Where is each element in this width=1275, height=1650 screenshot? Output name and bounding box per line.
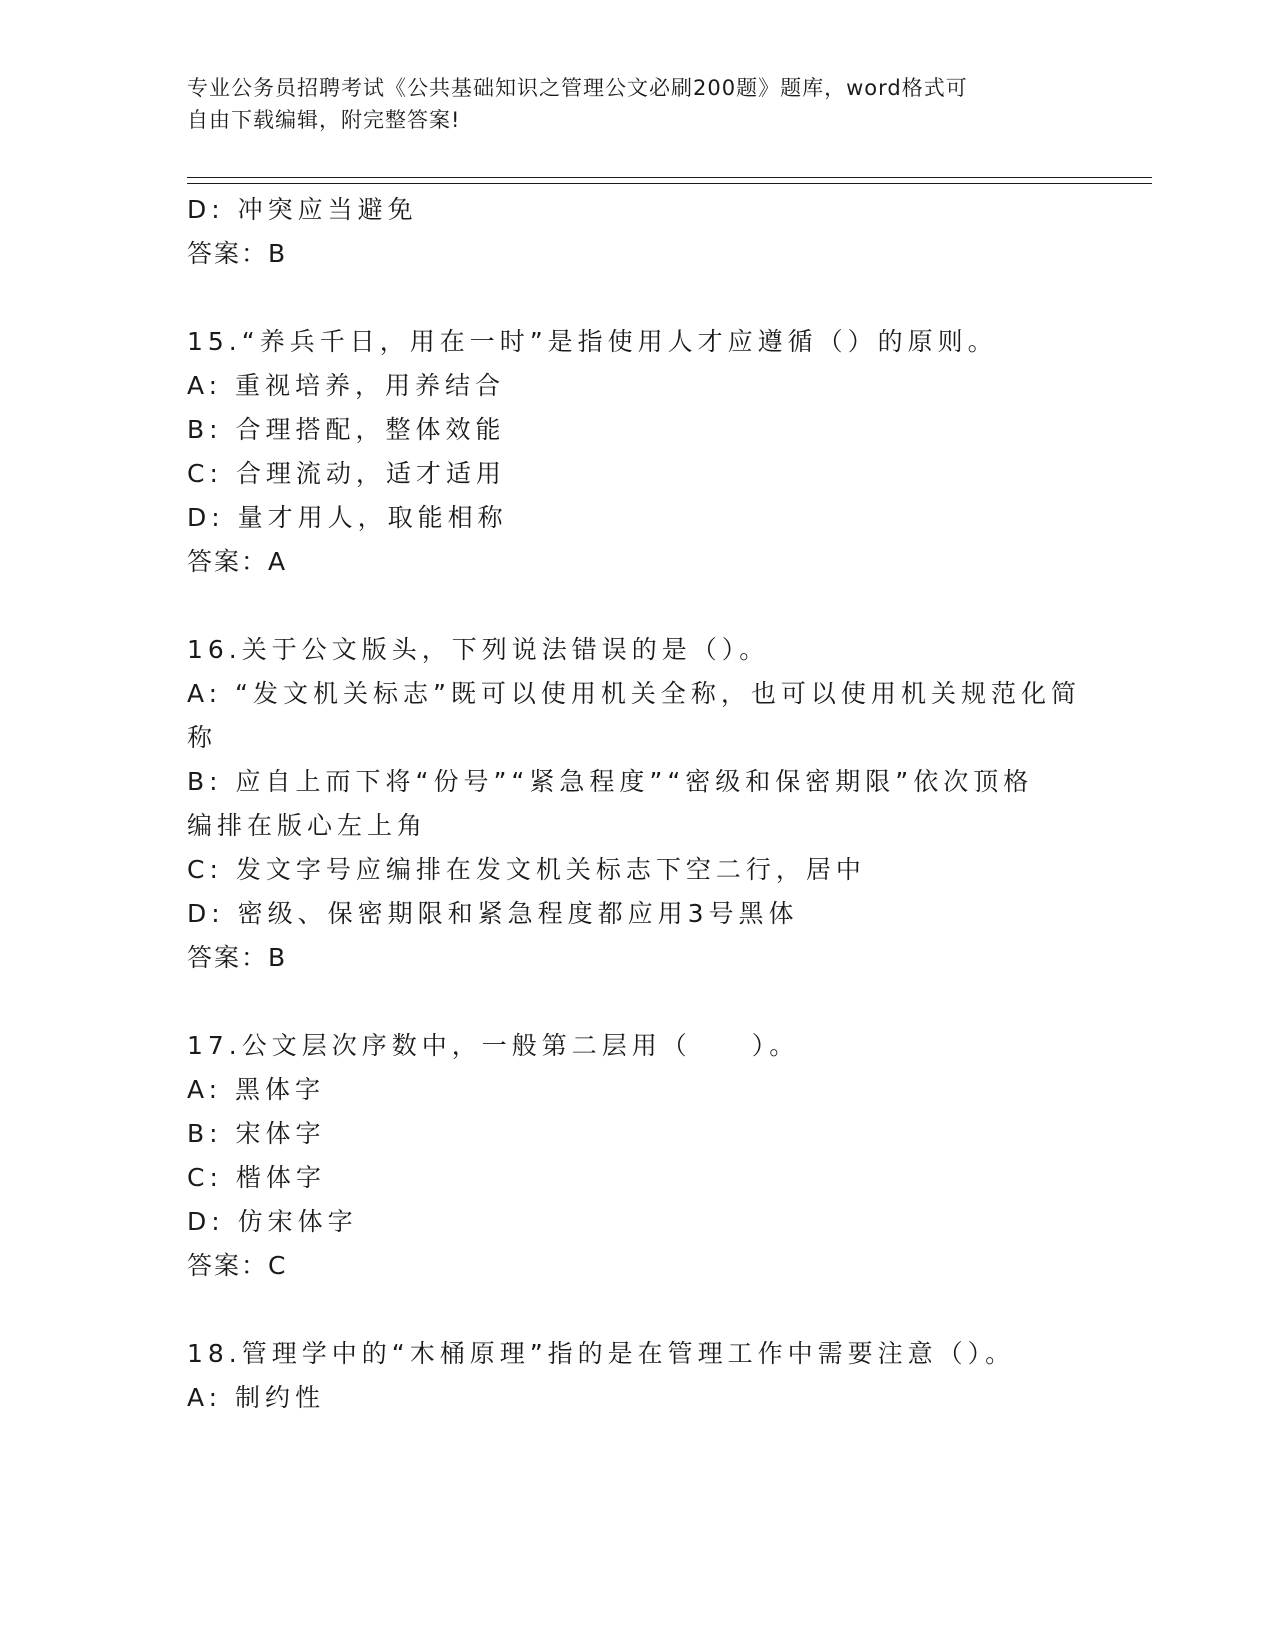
- q17-option-d: D: 仿宋体字: [187, 1207, 358, 1236]
- q17-answer: 答案：C: [187, 1251, 288, 1280]
- q15-option-a: A: 重视培养，用养结合: [187, 371, 506, 400]
- q17-option-b: B: 宋体字: [187, 1119, 326, 1148]
- q16-option-b-line-2: 编排在版心左上角: [187, 811, 428, 840]
- q16-option-d: D: 密级、保密期限和紧急程度都应用3号黑体: [187, 899, 799, 928]
- q15-stem: 15.“养兵千日，用在一时”是指使用人才应遵循（）的原则。: [187, 327, 998, 356]
- header-divider-bottom: [187, 183, 1152, 184]
- q16-option-a-line-1: A: “发文机关标志”既可以使用机关全称，也可以使用机关规范化简: [187, 679, 1081, 708]
- q14-option-d: D: 冲突应当避免: [187, 195, 418, 224]
- header-divider-top: [187, 177, 1152, 178]
- q16-answer: 答案：B: [187, 943, 288, 972]
- q16-option-a-line-2: 称: [187, 723, 218, 752]
- q18-stem: 18.管理学中的“木桶原理”指的是在管理工作中需要注意（）。: [187, 1339, 1016, 1368]
- q18-option-a: A: 制约性: [187, 1383, 326, 1412]
- q17-option-c: C: 楷体字: [187, 1163, 326, 1192]
- q15-option-b: B: 合理搭配，整体效能: [187, 415, 506, 444]
- q17-stem: 17.公文层次序数中，一般第二层用（ ）。: [187, 1031, 800, 1060]
- q14-answer: 答案：B: [187, 239, 288, 268]
- q16-option-c: C: 发文字号应编排在发文机关标志下空二行，居中: [187, 855, 866, 884]
- q15-answer: 答案：A: [187, 547, 288, 576]
- q16-stem: 16.关于公文版头，下列说法错误的是（）。: [187, 635, 770, 664]
- header-title-line-1: 专业公务员招聘考试《公共基础知识之管理公文必刷200题》题库，word格式可: [187, 76, 968, 100]
- q15-option-c: C: 合理流动，适才适用: [187, 459, 506, 488]
- document-header: [187, 72, 1067, 136]
- header-title-line-2: 自由下载编辑，附完整答案!: [187, 108, 461, 132]
- q16-option-b-line-1: B: 应自上而下将“份号”“紧急程度”“密级和保密期限”依次顶格: [187, 767, 1034, 796]
- q15-option-d: D: 量才用人，取能相称: [187, 503, 508, 532]
- q17-option-a: A: 黑体字: [187, 1075, 326, 1104]
